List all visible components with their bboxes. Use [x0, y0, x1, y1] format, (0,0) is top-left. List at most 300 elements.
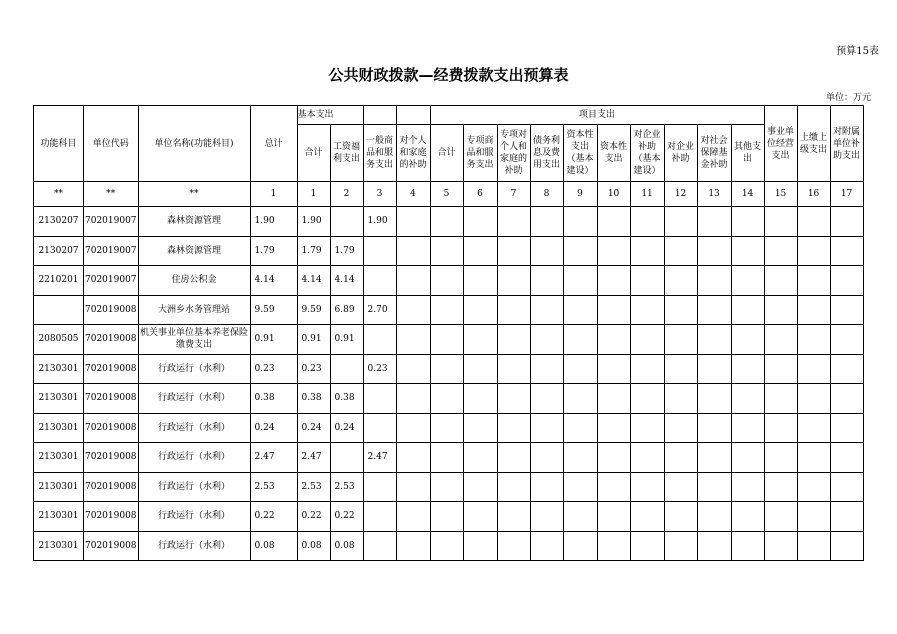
table-row [34, 443, 864, 473]
empty-cell [764, 384, 797, 414]
empty-cell [396, 413, 430, 443]
empty-cell [563, 236, 597, 266]
empty-cell [697, 472, 731, 502]
func-code-cell: 2130301 [34, 413, 84, 443]
unit-code-cell: 702019008 [84, 443, 139, 473]
table-row [34, 236, 864, 266]
empty-cell [630, 443, 664, 473]
header-proj-personal: 专项对个人和家庭的补助 [497, 125, 530, 182]
empty-cell [396, 207, 430, 237]
unit-code-cell: 702019008 [84, 354, 139, 384]
unit-code-cell: 702019008 [84, 295, 139, 325]
empty-cell [530, 472, 563, 502]
index-cell: 15 [764, 182, 797, 207]
unit-code-cell: 702019007 [84, 236, 139, 266]
empty-cell [430, 384, 463, 414]
empty-cell [563, 531, 597, 561]
empty-cell [530, 443, 563, 473]
unit-code-cell: 702019008 [84, 502, 139, 532]
unit-code-cell: 702019008 [84, 413, 139, 443]
empty-cell [764, 531, 797, 561]
func-code-cell: 2130301 [34, 502, 84, 532]
total-cell: 1.90 [250, 207, 297, 237]
unit-name-cell: 行政运行（水利） [138, 413, 250, 443]
empty-cell [430, 531, 463, 561]
empty-cell [664, 295, 697, 325]
empty-cell [430, 295, 463, 325]
unit-name-cell: 住房公积金 [138, 266, 250, 296]
empty-cell [497, 502, 530, 532]
total-cell: 4.14 [250, 266, 297, 296]
empty-cell [497, 236, 530, 266]
unit-name-cell: 森林资源管理 [138, 236, 250, 266]
header-proj-enterprise: 对企业补助 [664, 125, 697, 182]
header-proj-capital-build: 资本性支出（基本建设） [563, 125, 597, 182]
header-row-1 [34, 106, 864, 125]
basic-salary-cell: 1.79 [330, 236, 363, 266]
empty-cell [597, 413, 630, 443]
basic-salary-cell: 0.22 [330, 502, 363, 532]
header-proj-other: 其他支出 [731, 125, 764, 182]
empty-cell [830, 325, 863, 355]
empty-cell [396, 354, 430, 384]
index-cell: ** [34, 182, 84, 207]
empty-cell [463, 413, 497, 443]
empty-cell [664, 207, 697, 237]
empty-cell [396, 266, 430, 296]
header-empty-cell [363, 106, 396, 125]
form-number: 预算15表 [836, 46, 879, 57]
empty-cell [430, 266, 463, 296]
empty-cell [731, 295, 764, 325]
empty-cell [830, 354, 863, 384]
table-row [34, 472, 864, 502]
basic-subtotal-cell: 2.53 [297, 472, 330, 502]
empty-cell [430, 472, 463, 502]
empty-cell [563, 443, 597, 473]
empty-cell [764, 266, 797, 296]
header-func-code: 功能科目 [34, 106, 84, 182]
empty-cell [630, 295, 664, 325]
empty-cell [463, 266, 497, 296]
basic-goods-cell [363, 502, 396, 532]
table-row [34, 325, 864, 355]
total-cell: 0.22 [250, 502, 297, 532]
empty-cell [630, 354, 664, 384]
empty-cell [597, 502, 630, 532]
unit-code-cell: 702019008 [84, 472, 139, 502]
basic-goods-cell: 0.23 [363, 354, 396, 384]
empty-cell [764, 472, 797, 502]
empty-cell [497, 354, 530, 384]
empty-cell [563, 207, 597, 237]
empty-cell [797, 531, 830, 561]
header-proj-social: 对社会保障基金补助 [697, 125, 731, 182]
index-cell: 2 [330, 182, 363, 207]
empty-cell [497, 472, 530, 502]
empty-cell [597, 266, 630, 296]
empty-cell [731, 443, 764, 473]
total-cell: 2.47 [250, 443, 297, 473]
basic-subtotal-cell: 0.23 [297, 354, 330, 384]
empty-cell [563, 384, 597, 414]
empty-cell [597, 472, 630, 502]
empty-cell [697, 531, 731, 561]
empty-cell [830, 472, 863, 502]
empty-cell [597, 384, 630, 414]
header-basic-subtotal: 合计 [297, 125, 330, 182]
empty-cell [430, 354, 463, 384]
basic-goods-cell: 1.90 [363, 207, 396, 237]
total-cell: 0.24 [250, 413, 297, 443]
header-empty-cell [396, 106, 430, 125]
empty-cell [463, 384, 497, 414]
empty-cell [764, 354, 797, 384]
empty-cell [764, 295, 797, 325]
empty-cell [830, 236, 863, 266]
index-cell: 13 [697, 182, 731, 207]
basic-goods-cell: 2.47 [363, 443, 396, 473]
page-title: 公共财政拨款—经费拨款支出预算表 [328, 66, 569, 84]
table-row [34, 531, 864, 561]
func-code-cell: 2080505 [34, 325, 84, 355]
empty-cell [731, 413, 764, 443]
func-code-cell [34, 295, 84, 325]
empty-cell [497, 413, 530, 443]
empty-cell [396, 443, 430, 473]
empty-cell [630, 236, 664, 266]
unit-name-cell: 大洲乡水务管理站 [138, 295, 250, 325]
empty-cell [830, 413, 863, 443]
header-proj-goods: 专项商品和服务支出 [463, 125, 497, 182]
basic-subtotal-cell: 0.91 [297, 325, 330, 355]
empty-cell [797, 295, 830, 325]
empty-cell [697, 413, 731, 443]
empty-cell [697, 502, 731, 532]
index-cell: 1 [297, 182, 330, 207]
empty-cell [764, 207, 797, 237]
empty-cell [597, 236, 630, 266]
empty-cell [797, 443, 830, 473]
index-cell: 11 [630, 182, 664, 207]
total-cell: 0.91 [250, 325, 297, 355]
basic-salary-cell: 0.38 [330, 384, 363, 414]
empty-cell [396, 295, 430, 325]
index-cell: 16 [797, 182, 830, 207]
empty-cell [430, 502, 463, 532]
basic-subtotal-cell: 4.14 [297, 266, 330, 296]
empty-cell [396, 472, 430, 502]
unit-code-cell: 702019008 [84, 384, 139, 414]
unit-name-cell: 森林资源管理 [138, 207, 250, 237]
budget-table [33, 105, 864, 561]
empty-cell [664, 266, 697, 296]
table-row [34, 207, 864, 237]
func-code-cell: 2130301 [34, 354, 84, 384]
unit-name-cell: 行政运行（水利） [138, 384, 250, 414]
total-cell: 9.59 [250, 295, 297, 325]
empty-cell [797, 266, 830, 296]
total-cell: 0.08 [250, 531, 297, 561]
basic-salary-cell: 4.14 [330, 266, 363, 296]
basic-salary-cell [330, 443, 363, 473]
empty-cell [530, 502, 563, 532]
basic-salary-cell [330, 207, 363, 237]
empty-cell [664, 502, 697, 532]
index-cell: 6 [463, 182, 497, 207]
func-code-cell: 2130301 [34, 472, 84, 502]
empty-cell [430, 325, 463, 355]
empty-cell [463, 354, 497, 384]
empty-cell [731, 354, 764, 384]
unit-code-cell: 702019008 [84, 531, 139, 561]
empty-cell [530, 236, 563, 266]
empty-cell [430, 236, 463, 266]
empty-cell [697, 266, 731, 296]
empty-cell [563, 502, 597, 532]
basic-goods-cell [363, 325, 396, 355]
empty-cell [497, 325, 530, 355]
basic-subtotal-cell: 1.90 [297, 207, 330, 237]
empty-cell [396, 236, 430, 266]
total-cell: 0.38 [250, 384, 297, 414]
basic-goods-cell [363, 413, 396, 443]
empty-cell [697, 354, 731, 384]
header-proj-capital: 资本性支出 [597, 125, 630, 182]
empty-cell [463, 207, 497, 237]
header-business: 事业单位经营支出 [764, 106, 797, 182]
header-proj-enterprise-build: 对企业补助（基本建设） [630, 125, 664, 182]
empty-cell [664, 472, 697, 502]
empty-cell [563, 295, 597, 325]
func-code-cell: 2210201 [34, 266, 84, 296]
basic-subtotal-cell: 0.38 [297, 384, 330, 414]
index-cell: 1 [250, 182, 297, 207]
empty-cell [697, 236, 731, 266]
empty-cell [630, 472, 664, 502]
header-subsidiary: 对附属单位补助支出 [830, 106, 863, 182]
empty-cell [764, 502, 797, 532]
empty-cell [530, 531, 563, 561]
table-row [34, 266, 864, 296]
header-proj-debt: 债务利息及费用支出 [530, 125, 563, 182]
header-unit-code: 单位代码 [84, 106, 139, 182]
basic-subtotal-cell: 0.24 [297, 413, 330, 443]
basic-subtotal-cell: 9.59 [297, 295, 330, 325]
unit-name-cell: 行政运行（水利） [138, 472, 250, 502]
index-cell: ** [84, 182, 139, 207]
unit-name-cell: 行政运行（水利） [138, 443, 250, 473]
empty-cell [463, 443, 497, 473]
empty-cell [731, 472, 764, 502]
empty-cell [396, 531, 430, 561]
empty-cell [630, 531, 664, 561]
empty-cell [764, 413, 797, 443]
empty-cell [797, 236, 830, 266]
empty-cell [764, 443, 797, 473]
empty-cell [396, 384, 430, 414]
basic-subtotal-cell: 0.08 [297, 531, 330, 561]
empty-cell [630, 207, 664, 237]
empty-cell [830, 502, 863, 532]
basic-goods-cell [363, 266, 396, 296]
func-code-cell: 2130207 [34, 236, 84, 266]
empty-cell [430, 443, 463, 473]
func-code-cell: 2130301 [34, 443, 84, 473]
empty-cell [731, 531, 764, 561]
empty-cell [597, 354, 630, 384]
index-cell: 7 [497, 182, 530, 207]
empty-cell [497, 207, 530, 237]
table-row [34, 295, 864, 325]
empty-cell [530, 207, 563, 237]
index-cell: 14 [731, 182, 764, 207]
empty-cell [563, 354, 597, 384]
basic-salary-cell [330, 354, 363, 384]
basic-salary-cell: 0.08 [330, 531, 363, 561]
empty-cell [830, 295, 863, 325]
index-cell: 4 [396, 182, 430, 207]
empty-cell [463, 236, 497, 266]
index-cell: 10 [597, 182, 630, 207]
empty-cell [731, 266, 764, 296]
header-basic-group: 基本支出 [297, 106, 363, 125]
empty-cell [797, 472, 830, 502]
empty-cell [497, 266, 530, 296]
empty-cell [597, 531, 630, 561]
empty-cell [797, 325, 830, 355]
index-cell: 3 [363, 182, 396, 207]
index-row [34, 182, 864, 207]
table-row [34, 384, 864, 414]
header-upper: 上缴上级支出 [797, 106, 830, 182]
unit-name-cell: 行政运行（水利） [138, 354, 250, 384]
empty-cell [731, 236, 764, 266]
empty-cell [497, 295, 530, 325]
empty-cell [697, 207, 731, 237]
index-cell: 17 [830, 182, 863, 207]
empty-cell [630, 502, 664, 532]
empty-cell [764, 325, 797, 355]
empty-cell [530, 266, 563, 296]
empty-cell [563, 472, 597, 502]
header-total: 总计 [250, 106, 297, 182]
empty-cell [597, 207, 630, 237]
total-cell: 1.79 [250, 236, 297, 266]
empty-cell [630, 413, 664, 443]
empty-cell [597, 443, 630, 473]
table-row [34, 413, 864, 443]
empty-cell [830, 443, 863, 473]
empty-cell [797, 354, 830, 384]
empty-cell [497, 443, 530, 473]
header-basic-salary: 工资福利支出 [330, 125, 363, 182]
index-cell: 12 [664, 182, 697, 207]
basic-goods-cell: 2.70 [363, 295, 396, 325]
unit-name-cell: 行政运行（水利） [138, 531, 250, 561]
header-unit-name: 单位名称(功能科目) [138, 106, 250, 182]
empty-cell [697, 295, 731, 325]
empty-cell [830, 266, 863, 296]
empty-cell [463, 325, 497, 355]
empty-cell [563, 325, 597, 355]
empty-cell [830, 384, 863, 414]
empty-cell [664, 354, 697, 384]
empty-cell [530, 413, 563, 443]
header-basic-personal: 对个人和家庭的补助 [396, 125, 430, 182]
empty-cell [664, 531, 697, 561]
index-cell: 9 [563, 182, 597, 207]
empty-cell [530, 354, 563, 384]
index-cell: ** [138, 182, 250, 207]
header-basic-goods: 一般商品和服务支出 [363, 125, 396, 182]
index-cell: 8 [530, 182, 563, 207]
empty-cell [463, 531, 497, 561]
empty-cell [830, 531, 863, 561]
index-cell: 5 [430, 182, 463, 207]
func-code-cell: 2130301 [34, 531, 84, 561]
empty-cell [664, 384, 697, 414]
empty-cell [731, 207, 764, 237]
table-row [34, 354, 864, 384]
basic-salary-cell: 0.91 [330, 325, 363, 355]
empty-cell [497, 384, 530, 414]
empty-cell [664, 236, 697, 266]
empty-cell [697, 325, 731, 355]
empty-cell [563, 413, 597, 443]
basic-subtotal-cell: 1.79 [297, 236, 330, 266]
empty-cell [731, 384, 764, 414]
unit-label: 单位：万元 [826, 93, 872, 103]
empty-cell [630, 325, 664, 355]
empty-cell [764, 236, 797, 266]
empty-cell [530, 325, 563, 355]
unit-code-cell: 702019007 [84, 266, 139, 296]
basic-subtotal-cell: 0.22 [297, 502, 330, 532]
empty-cell [697, 443, 731, 473]
empty-cell [463, 472, 497, 502]
empty-cell [630, 266, 664, 296]
empty-cell [430, 207, 463, 237]
basic-goods-cell [363, 236, 396, 266]
empty-cell [664, 413, 697, 443]
empty-cell [697, 384, 731, 414]
empty-cell [396, 502, 430, 532]
empty-cell [664, 325, 697, 355]
empty-cell [563, 266, 597, 296]
func-code-cell: 2130207 [34, 207, 84, 237]
empty-cell [597, 325, 630, 355]
basic-goods-cell [363, 531, 396, 561]
empty-cell [731, 502, 764, 532]
func-code-cell: 2130301 [34, 384, 84, 414]
empty-cell [797, 207, 830, 237]
unit-name-cell: 行政运行（水利） [138, 502, 250, 532]
basic-salary-cell: 2.53 [330, 472, 363, 502]
empty-cell [797, 502, 830, 532]
empty-cell [797, 384, 830, 414]
empty-cell [530, 295, 563, 325]
total-cell: 2.53 [250, 472, 297, 502]
basic-salary-cell: 0.24 [330, 413, 363, 443]
empty-cell [497, 531, 530, 561]
empty-cell [463, 502, 497, 532]
empty-cell [797, 413, 830, 443]
empty-cell [430, 413, 463, 443]
unit-name-cell: 机关事业单位基本养老保险缴费支出 [138, 325, 250, 355]
table-row [34, 502, 864, 532]
empty-cell [630, 384, 664, 414]
